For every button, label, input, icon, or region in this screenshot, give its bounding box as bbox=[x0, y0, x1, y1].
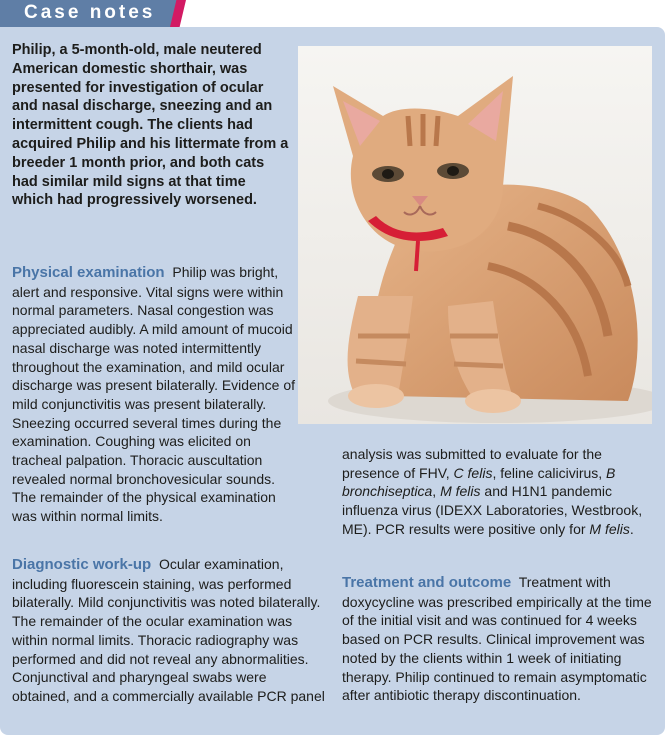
treatment-outcome-heading: Treatment and outcome bbox=[342, 574, 512, 591]
diagnostic-workup-heading: Diagnostic work-up bbox=[12, 556, 152, 573]
continued-text-c: , feline calicivirus, bbox=[492, 464, 607, 481]
diagnostic-workup-section bbox=[12, 555, 327, 706]
physical-examination-heading: Physical examination bbox=[12, 264, 165, 281]
continued-text-e: , bbox=[432, 483, 441, 500]
continued-text-i: . bbox=[629, 520, 634, 537]
case-notes-tab bbox=[0, 0, 185, 27]
diagnostic-workup-text: Ocular examination, including fluorescein staining, was performed bilaterally. Mild conjunctivitis was noted bilaterally. The remainder of the ocular examination was within normal limits. Thoracic radiography was performed and did not reveal any abnormalities. Conjunctival and pharyngeal swabs were obtained, and a commercially available PCR panel bbox=[12, 556, 325, 704]
treatment-outcome-text: Treatment with doxycycline was prescribed empirically at the time of the initial visit and was continued for 4 weeks based on PCR results. Clinical improvement was noted by the clients within 1 week of initiating therapy. Philip continued to remain asymptomatic after antibiotic therapy discontinuation. bbox=[342, 574, 652, 704]
tab-title: Case notes bbox=[24, 2, 156, 23]
organism-m-felis: M felis bbox=[440, 483, 481, 500]
continued-text-a: analysis was submitted to evaluate for the presence of FHV, bbox=[342, 446, 602, 481]
organism-m-felis-result: M felis bbox=[589, 520, 630, 537]
diagnostic-workup-continued bbox=[342, 445, 657, 539]
organism-c-felis: C felis bbox=[453, 464, 493, 481]
continued-text-g: and H1N1 pandemic influenza virus (IDEXX Laboratories, Westbrook, ME). PCR results were positive only for bbox=[342, 483, 643, 537]
kitten-photo bbox=[298, 46, 652, 424]
physical-examination-text: Philip was bright, alert and responsive. Vital signs were within normal parameters. Nasal congestion was appreciated audibly. A mild amount of mucoid nasal discharge was noted intermittently throughout the examination, and mild ocular discharge was present bilaterally. Evidence of mild conjunctivitis was present bilaterally. Sneezing occurred several times during the examination. Coughing was elicited on tracheal palpation. Thoracic auscultation revealed normal bronchovesicular sounds. The remainder of the physical examination was within normal limits. bbox=[12, 264, 296, 525]
physical-examination-section bbox=[12, 263, 302, 526]
treatment-outcome-section bbox=[342, 573, 657, 705]
organism-b-bronchiseptica: B bronchiseptica bbox=[342, 464, 616, 500]
case-intro: Philip, a 5-month-old, male neutered American domestic shorthair, was presented for investigation of ocular and nasal discharge, sneezing and an intermittent cough. The clients had acquired Philip and his littermate from a breeder 1 month prior, and both cats had similar mild signs at that time which had progressively worsened. bbox=[12, 42, 289, 209]
